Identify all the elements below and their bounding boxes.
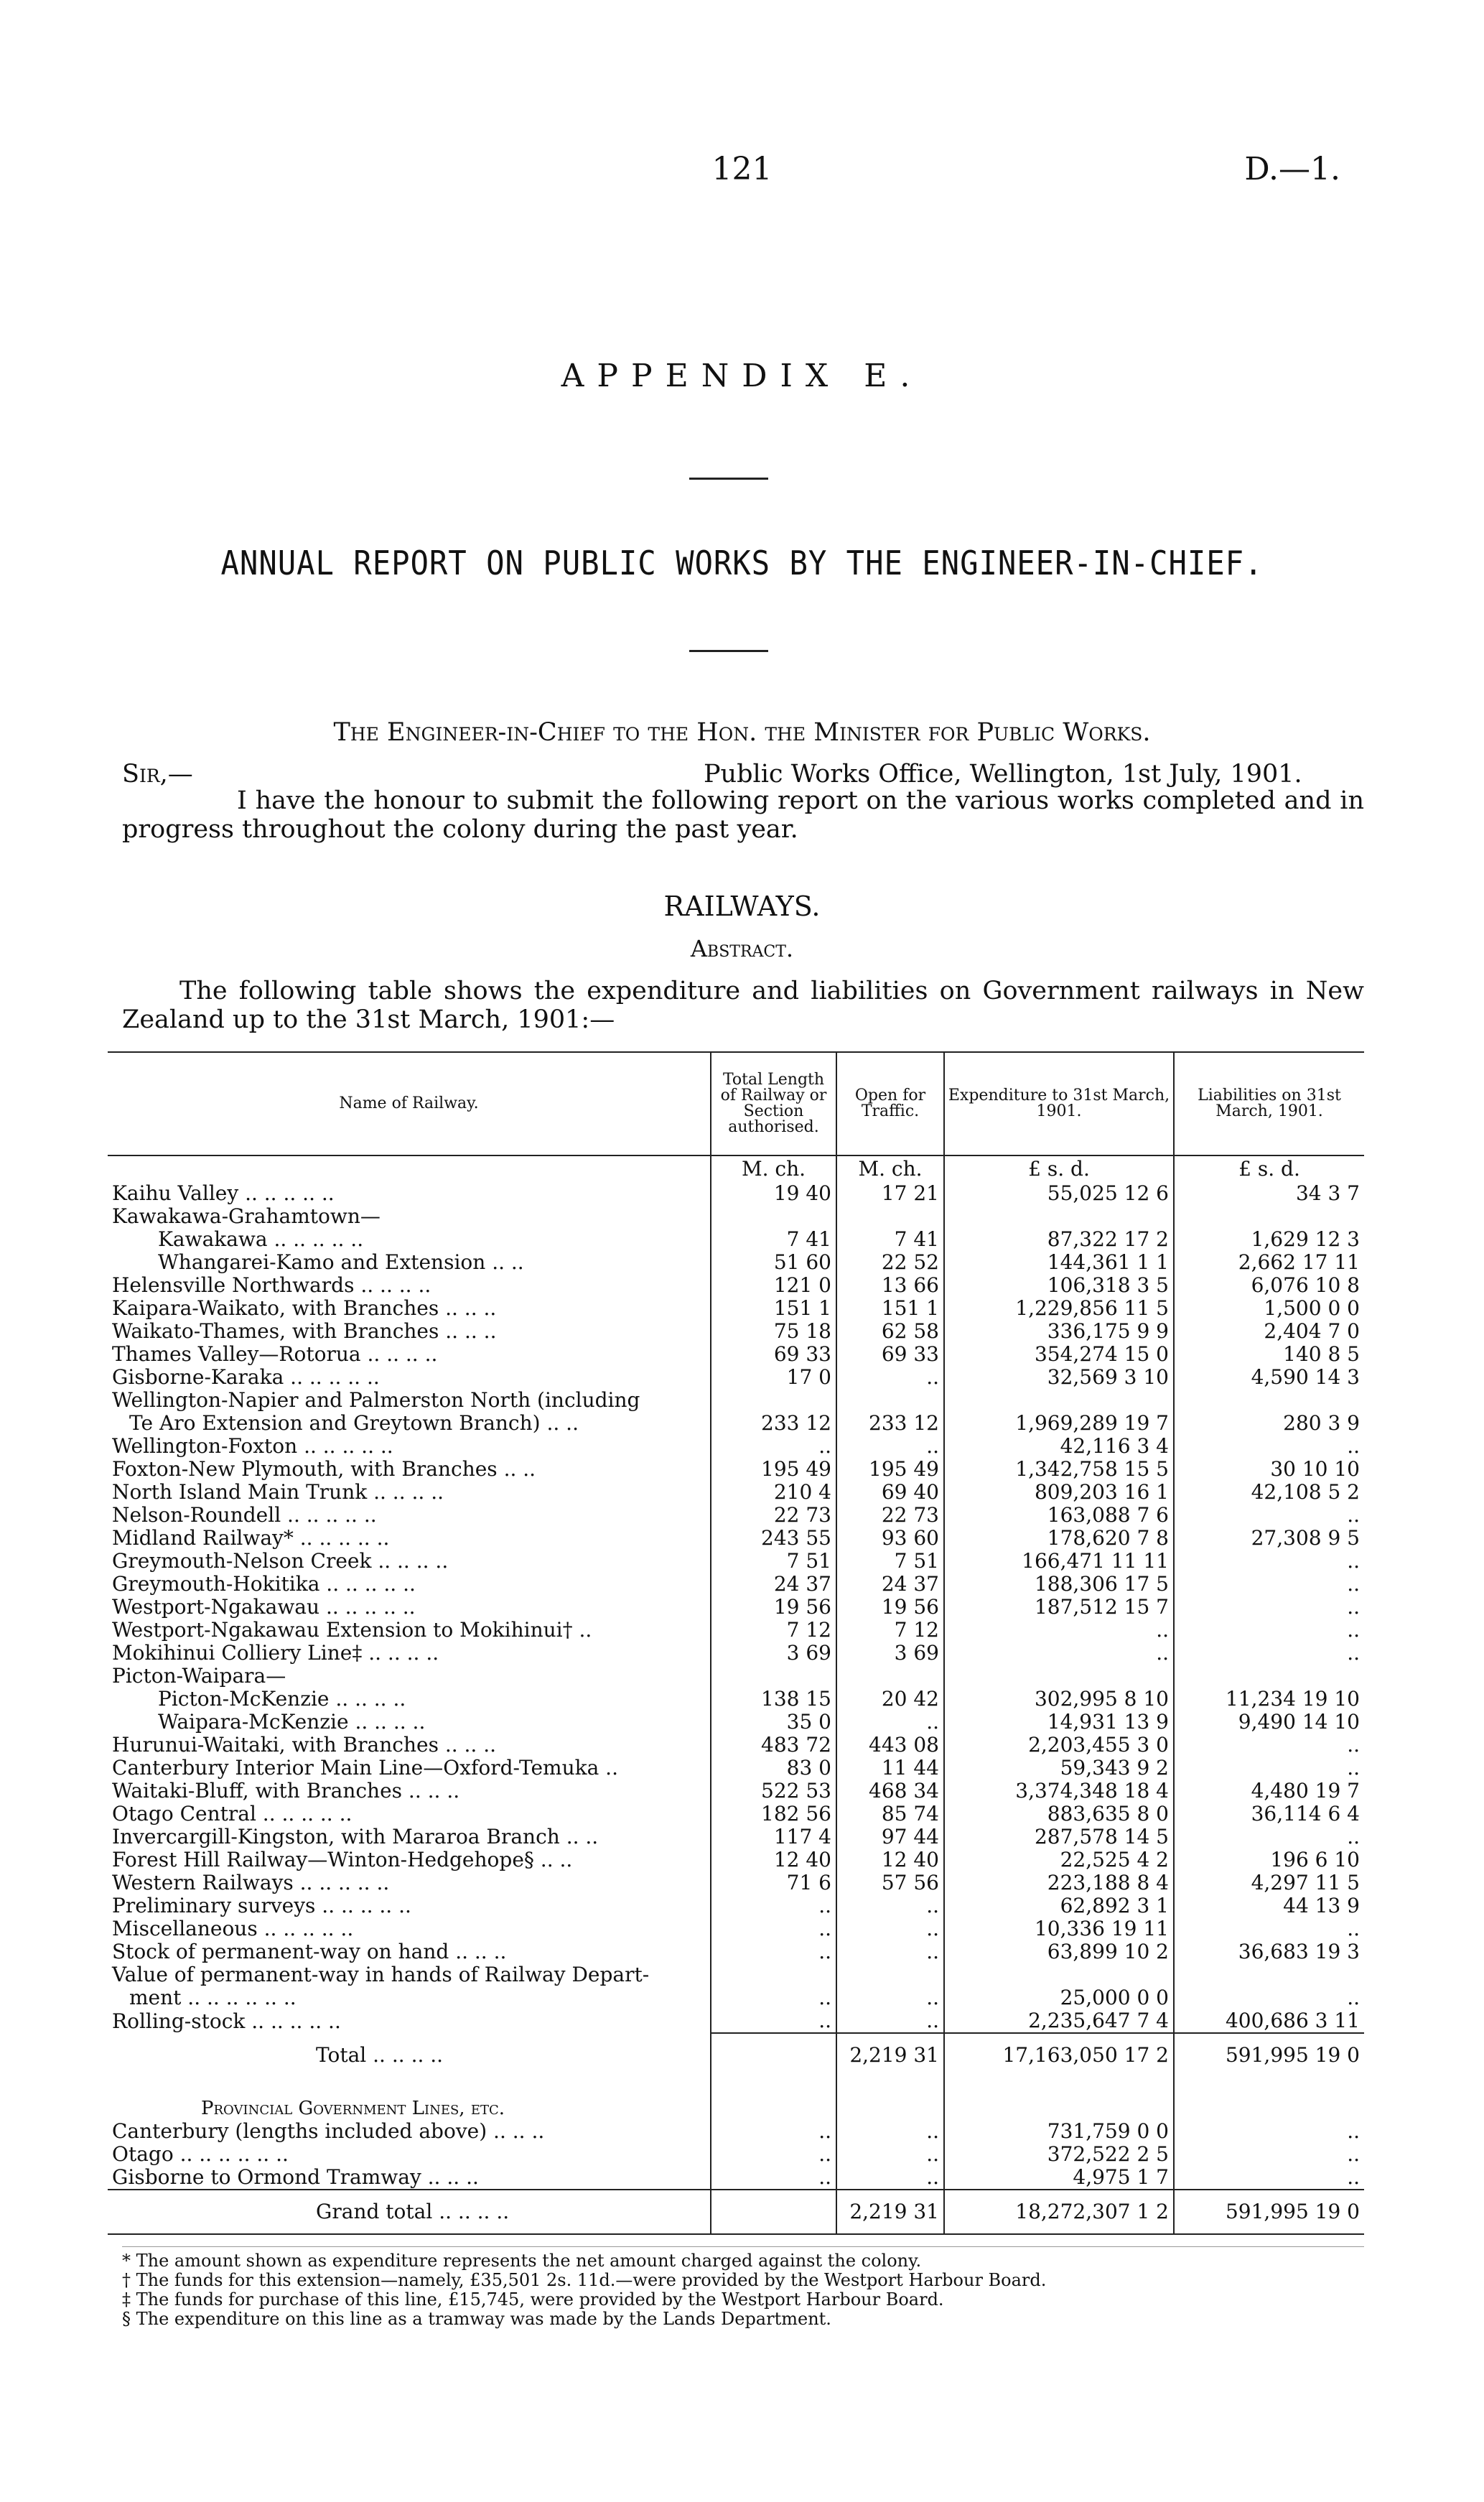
liabilities-cell: 44 13 9 — [1174, 1894, 1364, 1917]
railway-name: Kawakawa .. .. .. .. .. — [158, 1228, 364, 1251]
liabilities-cell: 400,686 3 11 — [1174, 2009, 1364, 2033]
open-cell: .. — [836, 1711, 944, 1734]
railway-name: Gisborne to Ormond Tramway .. .. .. — [112, 2166, 479, 2189]
length-cell — [711, 1963, 836, 1986]
length-cell: 83 0 — [711, 1757, 836, 1780]
grand-total-label: Grand total .. .. .. .. — [108, 2190, 711, 2234]
expenditure-cell: .. — [944, 1619, 1174, 1642]
table-row — [108, 1757, 1364, 1780]
liabilities-cell — [1174, 1205, 1364, 1228]
total-row — [108, 2033, 1364, 2077]
length-cell: 121 0 — [711, 1274, 836, 1297]
liabilities-cell: 34 3 7 — [1174, 1182, 1364, 1205]
open-cell: 3 69 — [836, 1642, 944, 1665]
railway-name: Western Railways .. .. .. .. .. — [112, 1871, 390, 1894]
open-cell: .. — [836, 1940, 944, 1963]
grand-total-liabilities-cell: 591,995 19 0 — [1174, 2190, 1364, 2234]
table-row — [108, 1458, 1364, 1481]
liabilities-cell: .. — [1174, 1550, 1364, 1573]
divider-rule — [689, 478, 768, 480]
railway-name: Otago Central .. .. .. .. .. — [112, 1803, 353, 1826]
table-row — [108, 1894, 1364, 1917]
expenditure-cell: 187,512 15 7 — [944, 1596, 1174, 1619]
units-length: M. ch. — [711, 1155, 836, 1182]
length-cell: .. — [711, 1986, 836, 2009]
column-header-name: Name of Railway. — [108, 1052, 711, 1155]
length-cell: 19 56 — [711, 1596, 836, 1619]
railway-name: Hurunui-Waitaki, with Branches .. .. .. — [112, 1734, 497, 1757]
provincial-row — [108, 2120, 1364, 2143]
footnote-divider — [122, 2246, 1364, 2247]
expenditure-cell: 106,318 3 5 — [944, 1274, 1174, 1297]
length-cell: 22 73 — [711, 1504, 836, 1527]
liabilities-cell — [1174, 1665, 1364, 1688]
expenditure-cell: 1,969,289 19 7 — [944, 1412, 1174, 1435]
railway-name: Mokihinui Colliery Line‡ .. .. .. .. — [112, 1642, 439, 1665]
expenditure-cell: 372,522 2 5 — [944, 2143, 1174, 2166]
appendix-title: APPENDIX E. — [561, 358, 923, 394]
liabilities-cell: 1,500 0 0 — [1174, 1297, 1364, 1320]
document-reference: D.—1. — [1244, 151, 1340, 187]
open-cell: 69 33 — [836, 1343, 944, 1366]
liabilities-cell: .. — [1174, 1596, 1364, 1619]
open-cell: 17 21 — [836, 1182, 944, 1205]
table-row — [108, 1320, 1364, 1343]
liabilities-cell: .. — [1174, 1573, 1364, 1596]
liabilities-cell: .. — [1174, 1986, 1364, 2009]
open-cell: 233 12 — [836, 1412, 944, 1435]
railway-name: Helensville Northwards .. .. .. .. — [112, 1274, 431, 1297]
table-row — [108, 1504, 1364, 1527]
liabilities-cell: .. — [1174, 1619, 1364, 1642]
railway-name: Kaihu Valley .. .. .. .. .. — [112, 1182, 335, 1205]
table-row — [108, 1205, 1364, 1228]
provincial-row — [108, 2143, 1364, 2166]
length-cell: .. — [711, 2009, 836, 2033]
table-row — [108, 1986, 1364, 2009]
provincial-heading-row — [108, 2077, 1364, 2120]
table-row — [108, 1940, 1364, 1963]
expenditure-cell: 144,361 1 1 — [944, 1251, 1174, 1274]
length-cell: .. — [711, 1940, 836, 1963]
length-cell: 7 41 — [711, 1228, 836, 1251]
footnote: * The amount shown as expenditure represents the net amount charged against the colony. — [122, 2251, 922, 2271]
open-cell: .. — [836, 1917, 944, 1940]
open-cell: 7 51 — [836, 1550, 944, 1573]
expenditure-cell: 731,759 0 0 — [944, 2120, 1174, 2143]
open-cell: 7 12 — [836, 1619, 944, 1642]
grand-total-open-cell: 2,219 31 — [836, 2190, 944, 2234]
railway-name: ment .. .. .. .. .. .. — [129, 1986, 297, 2009]
railway-name: Forest Hill Railway—Winton-Hedgehope§ .. .. — [112, 1848, 573, 1871]
open-cell: 151 1 — [836, 1297, 944, 1320]
open-cell: 12 40 — [836, 1848, 944, 1871]
liabilities-cell: 11,234 19 10 — [1174, 1688, 1364, 1711]
railway-name: Otago .. .. .. .. .. .. — [112, 2143, 289, 2166]
blank-cell — [711, 2077, 836, 2120]
open-cell: 97 44 — [836, 1826, 944, 1848]
railway-name: Midland Railway* .. .. .. .. .. — [112, 1527, 390, 1550]
railway-name: Kaipara-Waikato, with Branches .. .. .. — [112, 1297, 497, 1320]
liabilities-cell: 36,683 19 3 — [1174, 1940, 1364, 1963]
table-row — [108, 1389, 1364, 1412]
units-row — [108, 1155, 1364, 1182]
total-label: Total .. .. .. .. — [316, 2042, 444, 2067]
liabilities-cell: 4,480 19 7 — [1174, 1780, 1364, 1803]
divider-rule — [689, 650, 768, 652]
total-expenditure-cell: 17,163,050 17 2 — [944, 2033, 1174, 2077]
liabilities-cell: 1,629 12 3 — [1174, 1228, 1364, 1251]
railway-name: Whangarei-Kamo and Extension .. .. — [158, 1251, 524, 1274]
table-row — [108, 1848, 1364, 1871]
open-cell: .. — [836, 2120, 944, 2143]
liabilities-cell: 4,297 11 5 — [1174, 1871, 1364, 1894]
open-cell: .. — [836, 1435, 944, 1458]
table-row — [108, 1619, 1364, 1642]
open-cell: 443 08 — [836, 1734, 944, 1757]
table-row — [108, 1251, 1364, 1274]
table-row — [108, 1596, 1364, 1619]
liabilities-cell: .. — [1174, 1757, 1364, 1780]
page-number: 121 — [711, 151, 773, 187]
railway-name: Picton-Waipara— — [112, 1665, 286, 1688]
length-cell: .. — [711, 1435, 836, 1458]
grand-total-length-cell — [711, 2190, 836, 2234]
grand-total-row — [108, 2190, 1364, 2234]
liabilities-cell: .. — [1174, 2120, 1364, 2143]
railway-name: Wellington-Foxton .. .. .. .. .. — [112, 1435, 393, 1458]
open-cell — [836, 1963, 944, 1986]
units-liabilities: £ s. d. — [1174, 1155, 1364, 1182]
abstract-heading: Abstract. — [690, 935, 794, 962]
railway-name: Gisborne-Karaka .. .. .. .. .. — [112, 1366, 380, 1389]
table-row — [108, 1274, 1364, 1297]
footnote: § The expenditure on this line as a tramway was made by the Lands Department. — [122, 2309, 831, 2329]
railway-name: Rolling-stock .. .. .. .. .. — [112, 2009, 341, 2033]
expenditure-cell: 2,235,647 7 4 — [944, 2009, 1174, 2033]
liabilities-cell: 9,490 14 10 — [1174, 1711, 1364, 1734]
footnotes — [122, 2251, 1046, 2329]
expenditure-cell — [944, 1389, 1174, 1412]
railway-name: Greymouth-Hokitika .. .. .. .. .. — [112, 1573, 416, 1596]
expenditure-cell — [944, 1963, 1174, 1986]
railway-name: Waipara-McKenzie .. .. .. .. — [158, 1711, 426, 1734]
length-cell: 182 56 — [711, 1803, 836, 1826]
expenditure-cell: 59,343 9 2 — [944, 1757, 1174, 1780]
blank-cell — [1174, 2077, 1364, 2120]
length-cell: 69 33 — [711, 1343, 836, 1366]
railway-name: Stock of permanent-way on hand .. .. .. — [112, 1940, 507, 1963]
table-row — [108, 1550, 1364, 1573]
open-cell: 7 41 — [836, 1228, 944, 1251]
liabilities-cell: 30 10 10 — [1174, 1458, 1364, 1481]
railway-name: Greymouth-Nelson Creek .. .. .. .. — [112, 1550, 449, 1573]
units-expenditure: £ s. d. — [944, 1155, 1174, 1182]
open-cell: .. — [836, 2143, 944, 2166]
open-cell: .. — [836, 2166, 944, 2190]
open-cell: 20 42 — [836, 1688, 944, 1711]
table-header-row — [108, 1052, 1364, 1155]
length-cell: 12 40 — [711, 1848, 836, 1871]
length-cell: 233 12 — [711, 1412, 836, 1435]
liabilities-cell: 140 8 5 — [1174, 1343, 1364, 1366]
open-cell: .. — [836, 2009, 944, 2033]
blank-cell — [836, 2077, 944, 2120]
grand-total-expenditure-cell: 18,272,307 1 2 — [944, 2190, 1174, 2234]
length-cell: 51 60 — [711, 1251, 836, 1274]
liabilities-cell: 6,076 10 8 — [1174, 1274, 1364, 1297]
open-cell: 62 58 — [836, 1320, 944, 1343]
expenditure-cell: 178,620 7 8 — [944, 1527, 1174, 1550]
liabilities-cell: .. — [1174, 1504, 1364, 1527]
expenditure-cell: 883,635 8 0 — [944, 1803, 1174, 1826]
table-row — [108, 1826, 1364, 1848]
railway-name: Westport-Ngakawau Extension to Mokihinui† .. — [112, 1619, 592, 1642]
length-cell: 71 6 — [711, 1871, 836, 1894]
length-cell: .. — [711, 1894, 836, 1917]
railway-name: Picton-McKenzie .. .. .. .. — [158, 1688, 406, 1711]
section-heading: RAILWAYS. — [663, 890, 821, 922]
table-row — [108, 1871, 1364, 1894]
length-cell: 195 49 — [711, 1458, 836, 1481]
length-cell: 7 51 — [711, 1550, 836, 1573]
report-title: ANNUAL REPORT ON PUBLIC WORKS BY THE ENGINEER-IN-CHIEF. — [220, 544, 1264, 582]
expenditure-cell: 32,569 3 10 — [944, 1366, 1174, 1389]
expenditure-cell: 1,229,856 11 5 — [944, 1297, 1174, 1320]
table-row — [108, 1711, 1364, 1734]
length-cell: 7 12 — [711, 1619, 836, 1642]
expenditure-cell — [944, 1205, 1174, 1228]
length-cell: 117 4 — [711, 1826, 836, 1848]
column-header-open: Open for Traffic. — [836, 1052, 944, 1155]
liabilities-cell: 2,662 17 11 — [1174, 1251, 1364, 1274]
railway-expenditure-table — [108, 1051, 1364, 2235]
railway-name: Kawakawa-Grahamtown— — [112, 1205, 381, 1228]
blank-cell — [944, 2077, 1174, 2120]
expenditure-cell: 55,025 12 6 — [944, 1182, 1174, 1205]
open-cell: 85 74 — [836, 1803, 944, 1826]
railway-name: Value of permanent-way in hands of Railway Depart- — [112, 1963, 650, 1986]
length-cell — [711, 1665, 836, 1688]
railway-name: North Island Main Trunk .. .. .. .. — [112, 1481, 444, 1504]
table-row — [108, 1481, 1364, 1504]
expenditure-cell: 223,188 8 4 — [944, 1871, 1174, 1894]
length-cell: 243 55 — [711, 1527, 836, 1550]
table-row — [108, 1573, 1364, 1596]
total-open-cell: 2,219 31 — [836, 2033, 944, 2077]
liabilities-cell: .. — [1174, 1642, 1364, 1665]
table-row — [108, 1963, 1364, 1986]
liabilities-cell: .. — [1174, 2143, 1364, 2166]
expenditure-cell: 22,525 4 2 — [944, 1848, 1174, 1871]
length-cell: 151 1 — [711, 1297, 836, 1320]
railway-name: Nelson-Roundell .. .. .. .. .. — [112, 1504, 377, 1527]
length-cell: .. — [711, 2143, 836, 2166]
expenditure-cell: 10,336 19 11 — [944, 1917, 1174, 1940]
liabilities-cell: 4,590 14 3 — [1174, 1366, 1364, 1389]
expenditure-cell: 336,175 9 9 — [944, 1320, 1174, 1343]
table-row — [108, 1642, 1364, 1665]
table-row — [108, 1527, 1364, 1550]
open-cell: 195 49 — [836, 1458, 944, 1481]
expenditure-cell: 62,892 3 1 — [944, 1894, 1174, 1917]
open-cell: 57 56 — [836, 1871, 944, 1894]
expenditure-cell: 63,899 10 2 — [944, 1940, 1174, 1963]
expenditure-cell: 166,471 11 11 — [944, 1550, 1174, 1573]
liabilities-cell: 27,308 9 5 — [1174, 1527, 1364, 1550]
length-cell: 75 18 — [711, 1320, 836, 1343]
table-row — [108, 1917, 1364, 1940]
open-cell: .. — [836, 1986, 944, 2009]
expenditure-cell: 809,203 16 1 — [944, 1481, 1174, 1504]
liabilities-cell: 280 3 9 — [1174, 1412, 1364, 1435]
railway-name: Foxton-New Plymouth, with Branches .. .. — [112, 1458, 536, 1481]
open-cell — [836, 1205, 944, 1228]
table-row — [108, 1366, 1364, 1389]
open-cell: 468 34 — [836, 1780, 944, 1803]
length-cell: .. — [711, 1917, 836, 1940]
column-header-length: Total Length of Railway or Section authorised. — [711, 1052, 836, 1155]
open-cell: 19 56 — [836, 1596, 944, 1619]
railway-name: Canterbury Interior Main Line—Oxford-Temuka .. — [112, 1757, 618, 1780]
expenditure-cell: 14,931 13 9 — [944, 1711, 1174, 1734]
length-cell: 210 4 — [711, 1481, 836, 1504]
railway-name: Waitaki-Bluff, with Branches .. .. .. — [112, 1780, 460, 1803]
liabilities-cell: .. — [1174, 1917, 1364, 1940]
railway-name: Westport-Ngakawau .. .. .. .. .. — [112, 1596, 416, 1619]
table-row — [108, 1412, 1364, 1435]
total-liabilities-cell: 591,995 19 0 — [1174, 2033, 1364, 2077]
liabilities-cell: .. — [1174, 1826, 1364, 1848]
expenditure-cell — [944, 1665, 1174, 1688]
length-cell: 483 72 — [711, 1734, 836, 1757]
length-cell: .. — [711, 2166, 836, 2190]
expenditure-cell: 287,578 14 5 — [944, 1826, 1174, 1848]
liabilities-cell: 42,108 5 2 — [1174, 1481, 1364, 1504]
expenditure-cell: 354,274 15 0 — [944, 1343, 1174, 1366]
table-row — [108, 1688, 1364, 1711]
open-cell: .. — [836, 1894, 944, 1917]
table-row — [108, 1182, 1364, 1205]
expenditure-cell: 3,374,348 18 4 — [944, 1780, 1174, 1803]
liabilities-cell — [1174, 1963, 1364, 1986]
liabilities-cell: .. — [1174, 1435, 1364, 1458]
liabilities-cell — [1174, 1389, 1364, 1412]
length-cell — [711, 1389, 836, 1412]
column-header-expenditure: Expenditure to 31st March, 1901. — [944, 1052, 1174, 1155]
railway-name: Thames Valley—Rotorua .. .. .. .. — [112, 1343, 438, 1366]
footnote: ‡ The funds for purchase of this line, £15,745, were provided by the Westport Harbour Board. — [122, 2289, 944, 2310]
intro-paragraph: I have the honour to submit the following report on the various works completed and in progress throughout the colony during the past year. — [122, 786, 1364, 844]
expenditure-cell: 1,342,758 15 5 — [944, 1458, 1174, 1481]
expenditure-cell: .. — [944, 1642, 1174, 1665]
open-cell: 11 44 — [836, 1757, 944, 1780]
expenditure-cell: 4,975 1 7 — [944, 2166, 1174, 2190]
length-cell: 19 40 — [711, 1182, 836, 1205]
length-cell: 522 53 — [711, 1780, 836, 1803]
units-blank — [108, 1155, 711, 1182]
length-cell: 138 15 — [711, 1688, 836, 1711]
expenditure-cell: 302,995 8 10 — [944, 1688, 1174, 1711]
table-row — [108, 1297, 1364, 1320]
table-row — [108, 1780, 1364, 1803]
liabilities-cell: 196 6 10 — [1174, 1848, 1364, 1871]
table-row — [108, 1343, 1364, 1366]
open-cell: 13 66 — [836, 1274, 944, 1297]
expenditure-cell: 2,203,455 3 0 — [944, 1734, 1174, 1757]
table-intro-paragraph: The following table shows the expenditure and liabilities on Government railways in New Zealand up to the 31st March, 1901:— — [122, 977, 1364, 1034]
expenditure-cell: 163,088 7 6 — [944, 1504, 1174, 1527]
length-cell: 17 0 — [711, 1366, 836, 1389]
open-cell — [836, 1389, 944, 1412]
expenditure-cell: 87,322 17 2 — [944, 1228, 1174, 1251]
total-length-cell — [711, 2033, 836, 2077]
open-cell: .. — [836, 1366, 944, 1389]
railway-name: Te Aro Extension and Greytown Branch) .. .. — [129, 1412, 579, 1435]
liabilities-cell: 36,114 6 4 — [1174, 1803, 1364, 1826]
open-cell: 93 60 — [836, 1527, 944, 1550]
railway-name: Waikato-Thames, with Branches .. .. .. — [112, 1320, 497, 1343]
table-row — [108, 1435, 1364, 1458]
length-cell: 3 69 — [711, 1642, 836, 1665]
length-cell: .. — [711, 2120, 836, 2143]
expenditure-cell: 188,306 17 5 — [944, 1573, 1174, 1596]
railway-name: Wellington-Napier and Palmerston North (including — [112, 1389, 640, 1412]
salutation: Sir,— — [122, 760, 193, 789]
expenditure-cell: 25,000 0 0 — [944, 1986, 1174, 2009]
length-cell: 24 37 — [711, 1573, 836, 1596]
open-cell: 22 73 — [836, 1504, 944, 1527]
railway-name: Miscellaneous .. .. .. .. .. — [112, 1917, 354, 1940]
table-row — [108, 1803, 1364, 1826]
units-open: M. ch. — [836, 1155, 944, 1182]
railway-name: Canterbury (lengths included above) .. .. .. — [112, 2120, 545, 2143]
footnote: † The funds for this extension—namely, £35,501 2s. 11d.—were provided by the Westport Harbour Board. — [122, 2270, 1047, 2290]
railway-name: Preliminary surveys .. .. .. .. .. — [112, 1894, 411, 1917]
open-cell: 22 52 — [836, 1251, 944, 1274]
length-cell: 35 0 — [711, 1711, 836, 1734]
open-cell: 24 37 — [836, 1573, 944, 1596]
address-line: The Engineer-in-Chief to the Hon. the Minister for Public Works. — [333, 718, 1151, 747]
open-cell: 69 40 — [836, 1481, 944, 1504]
provincial-row — [108, 2166, 1364, 2190]
column-header-liabilities: Liabilities on 31st March, 1901. — [1174, 1052, 1364, 1155]
liabilities-cell: .. — [1174, 2166, 1364, 2190]
provincial-heading: Provincial Government Lines, etc. — [201, 2098, 505, 2119]
expenditure-cell: 42,116 3 4 — [944, 1435, 1174, 1458]
liabilities-cell: 2,404 7 0 — [1174, 1320, 1364, 1343]
office-date-line: Public Works Office, Wellington, 1st July, 1901. — [704, 760, 1302, 789]
table-row — [108, 1734, 1364, 1757]
railway-name: Invercargill-Kingston, with Mararoa Branch .. .. — [112, 1826, 599, 1848]
table-row — [108, 2009, 1364, 2033]
open-cell — [836, 1665, 944, 1688]
length-cell — [711, 1205, 836, 1228]
table-row — [108, 1228, 1364, 1251]
liabilities-cell: .. — [1174, 1734, 1364, 1757]
table-row — [108, 1665, 1364, 1688]
